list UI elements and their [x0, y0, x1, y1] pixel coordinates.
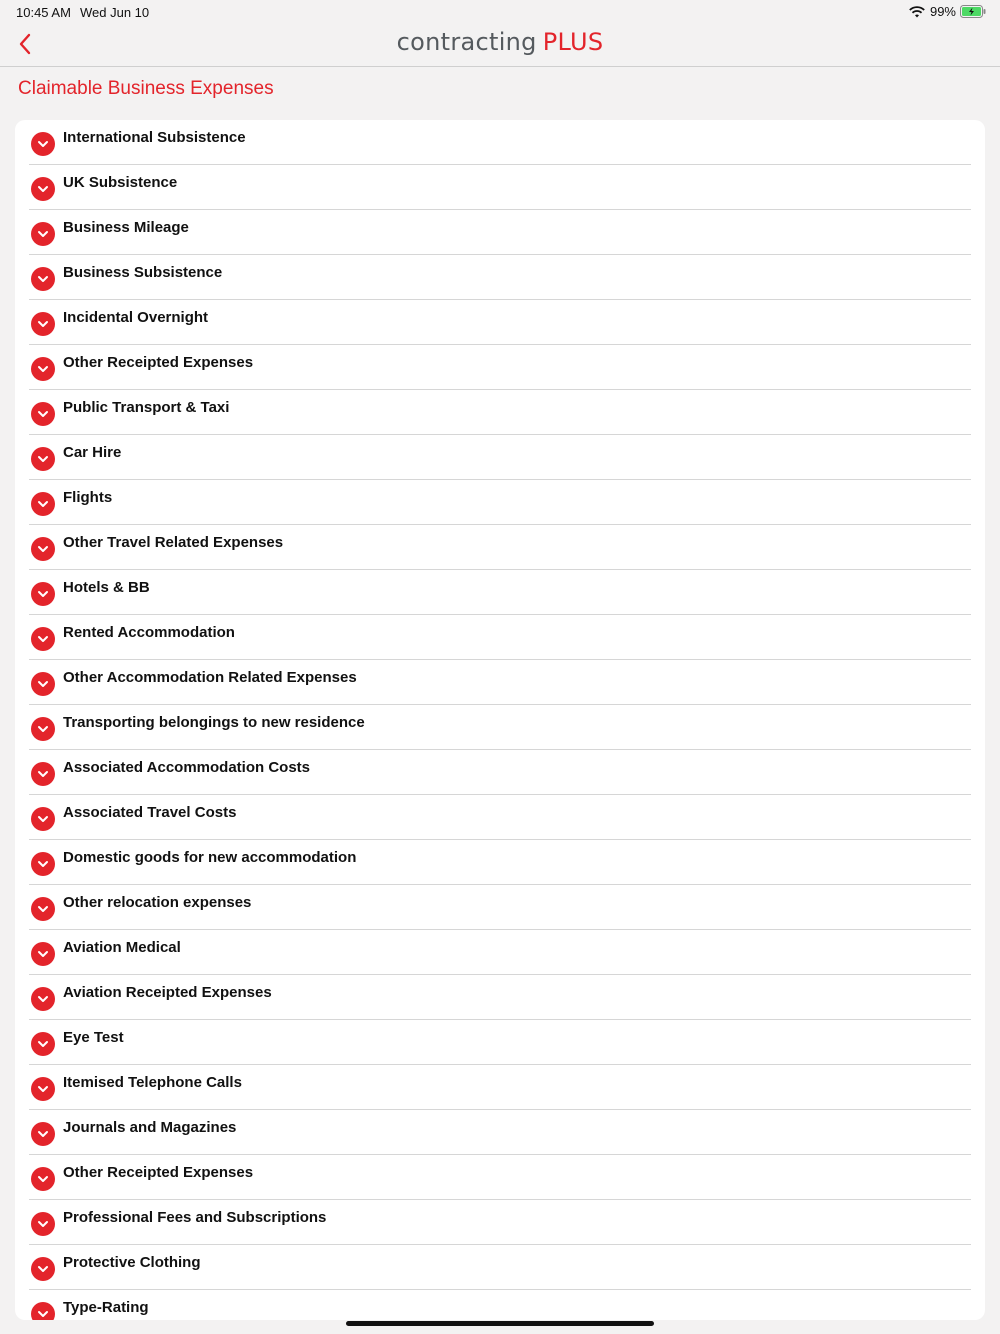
expense-item-label: Journals and Magazines [63, 1119, 237, 1136]
chevron-down-icon[interactable] [31, 492, 55, 516]
expense-list-item[interactable] [29, 840, 971, 885]
expense-list-item[interactable] [29, 885, 971, 930]
expense-item-label: Eye Test [63, 1029, 124, 1046]
status-time: 10:45 AM [16, 5, 71, 20]
chevron-down-icon[interactable] [31, 807, 55, 831]
chevron-down-icon[interactable] [31, 132, 55, 156]
chevron-down-icon[interactable] [31, 717, 55, 741]
expense-list-item[interactable] [29, 1245, 971, 1290]
chevron-down-icon[interactable] [31, 177, 55, 201]
expense-item-label: Protective Clothing [63, 1254, 201, 1271]
expense-list-item[interactable] [29, 615, 971, 660]
expense-item-label: Itemised Telephone Calls [63, 1074, 242, 1091]
status-bar [0, 0, 1000, 24]
expense-item-label: Business Mileage [63, 219, 189, 236]
expense-list-item[interactable] [29, 1290, 971, 1320]
expense-item-label: Associated Accommodation Costs [63, 759, 310, 776]
expense-item-label: Other Receipted Expenses [63, 354, 254, 371]
expense-item-label: Professional Fees and Subscriptions [63, 1209, 327, 1226]
chevron-down-icon[interactable] [31, 1032, 55, 1056]
expense-list-item[interactable] [29, 1200, 971, 1245]
expense-item-label: Incidental Overnight [63, 309, 209, 326]
expense-item-label: Type-Rating [63, 1299, 149, 1316]
expense-list-item[interactable] [29, 435, 971, 480]
expense-list-item[interactable] [29, 750, 971, 795]
expense-list-item[interactable] [29, 165, 971, 210]
status-indicators [908, 4, 986, 19]
expense-item-label: Flights [63, 489, 113, 506]
chevron-down-icon[interactable] [31, 582, 55, 606]
expense-item-label: Other Travel Related Expenses [63, 534, 284, 551]
expense-list-item[interactable] [29, 255, 971, 300]
chevron-down-icon[interactable] [31, 1167, 55, 1191]
expense-list-item[interactable] [29, 705, 971, 750]
expense-list-item[interactable] [29, 480, 971, 525]
chevron-down-icon[interactable] [31, 537, 55, 561]
expense-list [15, 120, 985, 1320]
logo-word: contracting [396, 28, 537, 56]
expense-item-label: Rented Accommodation [63, 624, 235, 641]
expense-list-item[interactable] [29, 390, 971, 435]
expense-item-label: Associated Travel Costs [63, 804, 237, 821]
expense-item-label: Other Receipted Expenses [63, 1164, 254, 1181]
chevron-down-icon[interactable] [31, 1257, 55, 1281]
chevron-down-icon[interactable] [31, 312, 55, 336]
chevron-down-icon[interactable] [31, 1077, 55, 1101]
expense-item-label: Other Accommodation Related Expenses [63, 669, 357, 686]
expense-item-label: Business Subsistence [63, 264, 223, 281]
expense-item-label: Domestic goods for new accommodation [63, 849, 357, 866]
chevron-down-icon[interactable] [31, 897, 55, 921]
chevron-down-icon[interactable] [31, 762, 55, 786]
battery-charging-icon [960, 5, 986, 18]
expense-list-item[interactable] [29, 930, 971, 975]
chevron-down-icon[interactable] [31, 627, 55, 651]
expense-item-label: Other relocation expenses [63, 894, 252, 911]
app-logo [0, 24, 1000, 59]
expenses-card [15, 120, 985, 1320]
navigation-bar [0, 24, 1000, 67]
expense-list-item[interactable] [29, 660, 971, 705]
expense-item-label: UK Subsistence [63, 174, 178, 191]
status-date: Wed Jun 10 [80, 5, 150, 20]
expense-list-item[interactable] [29, 1155, 971, 1200]
chevron-down-icon[interactable] [31, 267, 55, 291]
expense-list-item[interactable] [29, 1110, 971, 1155]
expense-item-label: Transporting belongings to new residence [63, 714, 365, 731]
page-title: Claimable Business Expenses [18, 78, 274, 99]
battery-percent: 99% [929, 4, 956, 19]
chevron-down-icon[interactable] [31, 987, 55, 1011]
chevron-down-icon[interactable] [31, 1302, 55, 1320]
expense-item-label: Hotels & BB [63, 579, 150, 596]
expense-list-item[interactable] [29, 120, 971, 165]
expense-item-label: Aviation Medical [63, 939, 181, 956]
expense-list-item[interactable] [29, 1020, 971, 1065]
expense-list-item[interactable] [29, 300, 971, 345]
expense-list-item[interactable] [29, 975, 971, 1020]
chevron-down-icon[interactable] [31, 357, 55, 381]
expense-list-item[interactable] [29, 345, 971, 390]
expense-list-item[interactable] [29, 525, 971, 570]
home-indicator [346, 1321, 654, 1326]
chevron-down-icon[interactable] [31, 1212, 55, 1236]
wifi-icon [908, 5, 926, 19]
chevron-down-icon[interactable] [31, 672, 55, 696]
chevron-down-icon[interactable] [31, 402, 55, 426]
expense-list-item[interactable] [29, 795, 971, 840]
logo-plus: PLUS [542, 28, 604, 56]
expense-list-item[interactable] [29, 1065, 971, 1110]
expense-list-item[interactable] [29, 210, 971, 255]
expense-item-label: International Subsistence [63, 129, 246, 146]
expense-list-item[interactable] [29, 570, 971, 615]
chevron-down-icon[interactable] [31, 447, 55, 471]
chevron-down-icon[interactable] [31, 1122, 55, 1146]
chevron-down-icon[interactable] [31, 222, 55, 246]
chevron-down-icon[interactable] [31, 942, 55, 966]
chevron-down-icon[interactable] [31, 852, 55, 876]
expense-item-label: Aviation Receipted Expenses [63, 984, 272, 1001]
expense-item-label: Car Hire [63, 444, 122, 461]
expense-item-label: Public Transport & Taxi [63, 399, 230, 416]
